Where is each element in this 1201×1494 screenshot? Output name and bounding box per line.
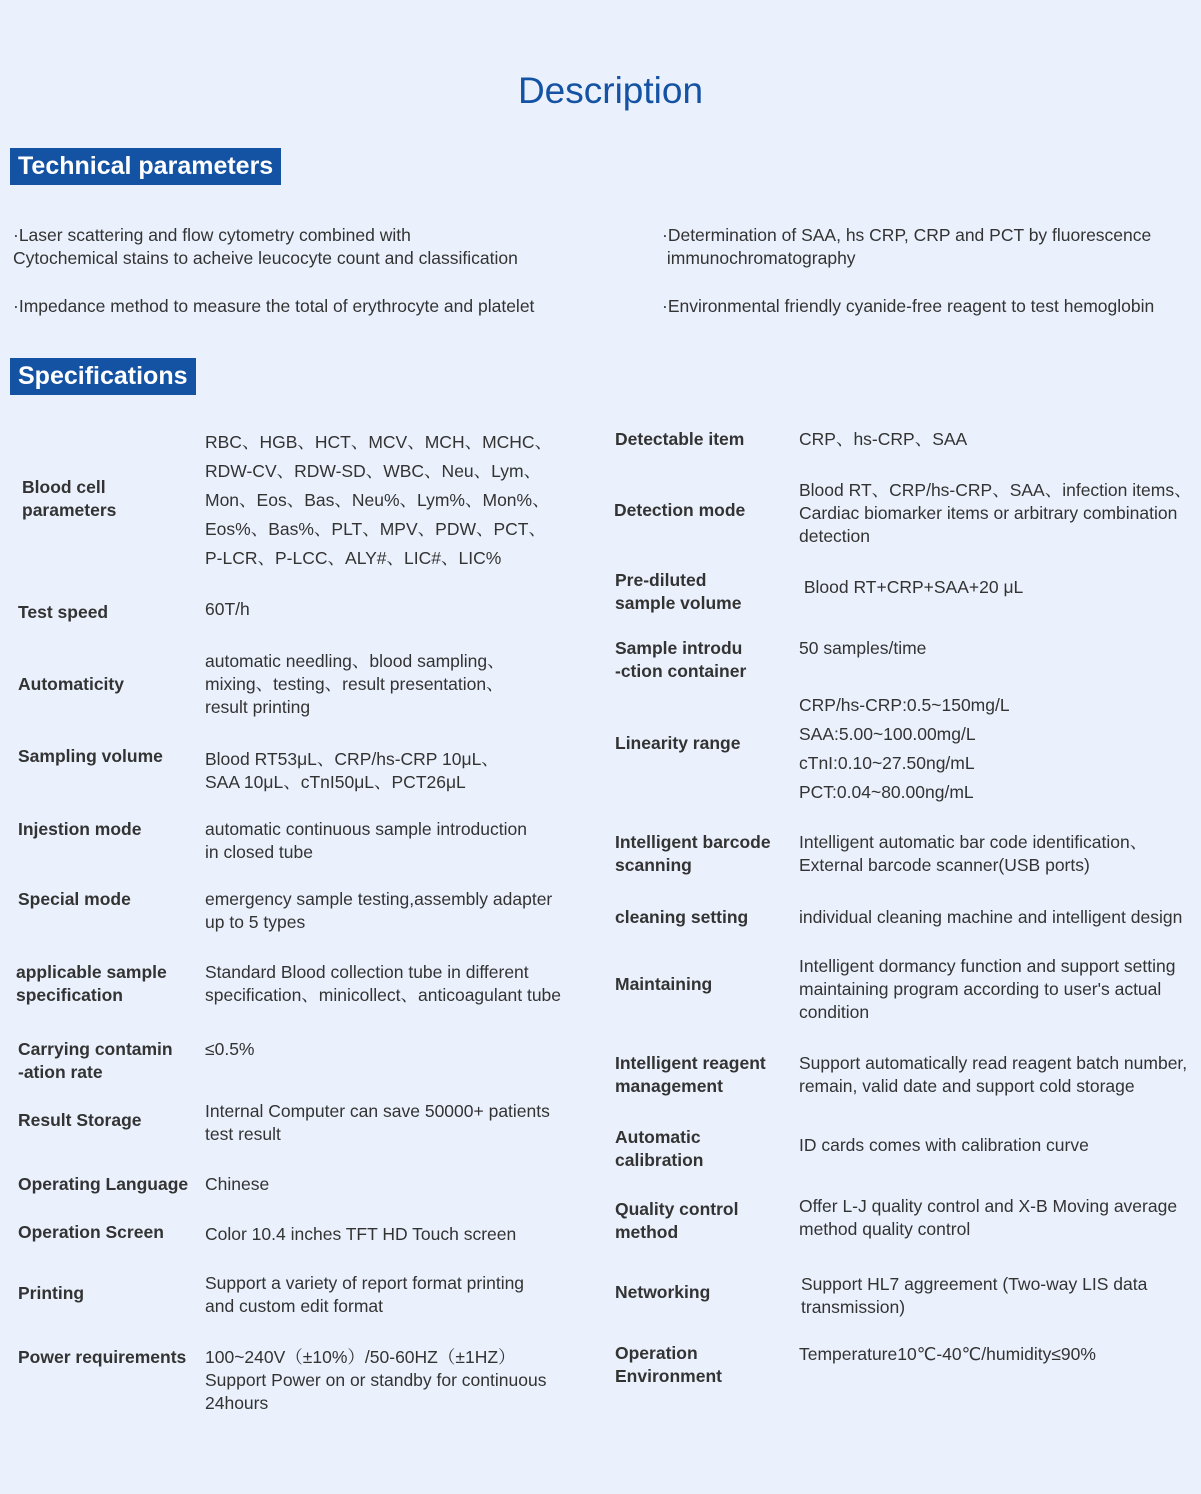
spec-value-line: Cardiac biomarker items or arbitrary combination bbox=[799, 503, 1178, 523]
spec-label bbox=[615, 1342, 722, 1388]
spec-label-line: Result Storage bbox=[18, 1110, 142, 1130]
spec-label-line: Maintaining bbox=[615, 974, 713, 994]
spec-label-line: Linearity range bbox=[615, 733, 741, 753]
spec-value bbox=[799, 831, 1147, 877]
spec-value bbox=[205, 961, 561, 1007]
spec-value-line: result printing bbox=[205, 697, 311, 717]
spec-value bbox=[799, 906, 1182, 929]
spec-label bbox=[614, 499, 745, 522]
spec-label-line: Operating Language bbox=[18, 1174, 189, 1194]
spec-value-line: ≤0.5% bbox=[205, 1039, 255, 1059]
spec-value bbox=[799, 576, 1023, 599]
spec-value-line: Chinese bbox=[205, 1174, 270, 1194]
spec-value-line: in closed tube bbox=[205, 842, 313, 862]
spec-label bbox=[18, 1173, 188, 1196]
spec-label bbox=[18, 745, 163, 768]
spec-value-line: 24hours bbox=[205, 1393, 269, 1413]
spec-value bbox=[205, 1223, 516, 1246]
spec-label-line: calibration bbox=[615, 1150, 704, 1170]
spec-value-line: test result bbox=[205, 1124, 281, 1144]
spec-label bbox=[18, 673, 124, 696]
spec-label-line: Carrying contamin bbox=[18, 1039, 173, 1059]
spec-label bbox=[18, 1346, 186, 1369]
page-title: Description bbox=[517, 70, 704, 111]
spec-value bbox=[205, 650, 505, 719]
spec-value-line: method quality control bbox=[799, 1219, 971, 1239]
spec-value-line: remain, valid date and support cold storage bbox=[799, 1076, 1135, 1096]
spec-value-line: 60T/h bbox=[205, 599, 250, 619]
spec-value-line: SAA 10μL、cTnI50μL、PCT26μL bbox=[205, 772, 466, 792]
spec-label-line: method bbox=[615, 1222, 679, 1242]
spec-label bbox=[615, 831, 771, 877]
spec-label bbox=[22, 476, 116, 522]
spec-label-line: Intelligent reagent bbox=[615, 1053, 766, 1073]
spec-label-line: parameters bbox=[22, 500, 117, 520]
spec-value-line: emergency sample testing,assembly adapter bbox=[205, 889, 553, 909]
spec-value-line: up to 5 types bbox=[205, 912, 306, 932]
spec-value-line: condition bbox=[799, 1002, 870, 1022]
spec-label bbox=[615, 569, 741, 615]
spec-label-line: Power requirements bbox=[18, 1347, 187, 1367]
spec-label-line: Sample introdu bbox=[615, 638, 743, 658]
spec-value-line: External barcode scanner(USB ports) bbox=[799, 855, 1090, 875]
spec-label-line: Printing bbox=[18, 1283, 85, 1303]
tech-bullet-1 bbox=[13, 224, 518, 270]
spec-label-line: Operation bbox=[615, 1343, 698, 1363]
spec-label-line: management bbox=[615, 1076, 723, 1096]
spec-value bbox=[205, 428, 552, 573]
spec-value-line: Mon、Eos、Bas、Neu%、Lym%、Mon%、 bbox=[205, 490, 550, 510]
spec-value-line: specification、minicollect、anticoagulant tube bbox=[205, 985, 562, 1005]
spec-value-line: Support Power on or standby for continuous bbox=[205, 1370, 547, 1390]
spec-value-line: Internal Computer can save 50000+ patients bbox=[205, 1101, 550, 1121]
spec-label-line: specification bbox=[16, 985, 123, 1005]
tech-bullet-3 bbox=[13, 295, 534, 318]
spec-label bbox=[615, 1052, 766, 1098]
specifications-heading: Specifications bbox=[10, 358, 196, 395]
spec-label bbox=[18, 1038, 173, 1084]
spec-value-line: automatic needling、blood sampling、 bbox=[205, 651, 505, 671]
spec-value-line: Standard Blood collection tube in different bbox=[205, 962, 529, 982]
spec-label-line: -ation rate bbox=[18, 1062, 103, 1082]
spec-value-line: RBC、HGB、HCT、MCV、MCH、MCHC、 bbox=[205, 432, 553, 452]
spec-label bbox=[18, 1221, 164, 1244]
spec-label-line: Networking bbox=[615, 1282, 711, 1302]
spec-value-line: transmission) bbox=[801, 1297, 906, 1317]
spec-value-line: automatic continuous sample introduction bbox=[205, 819, 527, 839]
spec-value-line: Blood RT53μL、CRP/hs-CRP 10μL、 bbox=[205, 749, 499, 769]
spec-label bbox=[18, 1109, 142, 1132]
spec-label-line: Special mode bbox=[18, 889, 131, 909]
spec-label bbox=[18, 818, 141, 841]
spec-value bbox=[205, 748, 499, 794]
spec-label-line: Pre-diluted bbox=[615, 570, 707, 590]
spec-label bbox=[615, 637, 746, 683]
spec-label-line: Quality control bbox=[615, 1199, 739, 1219]
spec-value-line: CRP/hs-CRP:0.5~150mg/L bbox=[799, 695, 1010, 715]
spec-label-line: Operation Screen bbox=[18, 1222, 164, 1242]
spec-value bbox=[205, 1272, 524, 1318]
spec-label bbox=[615, 1198, 738, 1244]
spec-label-line: scanning bbox=[615, 855, 692, 875]
spec-value-line: Intelligent dormancy function and support setting bbox=[799, 956, 1176, 976]
spec-label bbox=[18, 1282, 84, 1305]
spec-label-line: sample volume bbox=[615, 593, 742, 613]
spec-value-line: 100~240V（±10%）/50-60HZ（±1HZ） bbox=[205, 1347, 516, 1367]
spec-value-line: Offer L-J quality control and X-B Moving average bbox=[799, 1196, 1178, 1216]
tech-bullet-4 bbox=[662, 295, 1154, 318]
spec-value-line: Support HL7 aggreement (Two-way LIS data bbox=[801, 1274, 1148, 1294]
spec-value-line: RDW-CV、RDW-SD、WBC、Neu、Lym、 bbox=[205, 461, 542, 481]
spec-value-line: detection bbox=[799, 526, 871, 546]
spec-value bbox=[799, 955, 1175, 1024]
tech-bullet-2-line-2: immunochromatography bbox=[662, 248, 856, 268]
spec-value bbox=[799, 479, 1192, 548]
spec-label bbox=[16, 961, 167, 1007]
spec-value-line: Eos%、Bas%、PLT、MPV、PDW、PCT、 bbox=[205, 519, 546, 539]
spec-label-line: Sampling volume bbox=[18, 746, 163, 766]
spec-value-line: SAA:5.00~100.00mg/L bbox=[799, 724, 976, 744]
spec-value bbox=[799, 691, 1010, 807]
tech-bullet-1-line-1: ·Laser scattering and flow cytometry combined with bbox=[13, 225, 411, 245]
spec-label bbox=[18, 601, 108, 624]
spec-value-line: P-LCR、P-LCC、ALY#、LIC#、LIC% bbox=[205, 548, 502, 568]
spec-value-line: CRP、hs-CRP、SAA bbox=[799, 429, 968, 449]
spec-value-line: Blood RT、CRP/hs-CRP、SAA、infection items、 bbox=[799, 480, 1192, 500]
spec-value bbox=[799, 1134, 1089, 1157]
spec-value-line: and custom edit format bbox=[205, 1296, 383, 1316]
spec-value bbox=[799, 428, 967, 451]
tech-bullet-1-line-2: Cytochemical stains to acheive leucocyte count and classification bbox=[13, 248, 518, 268]
spec-label-line: Injestion mode bbox=[18, 819, 142, 839]
spec-value bbox=[205, 1173, 269, 1196]
spec-value-line: Temperature10℃-40℃/humidity≤90% bbox=[799, 1344, 1096, 1364]
tech-bullet-2 bbox=[662, 224, 1151, 270]
spec-value bbox=[205, 818, 527, 864]
spec-value bbox=[205, 1100, 550, 1146]
spec-label-line: Automaticity bbox=[18, 674, 124, 694]
spec-value-line: Support a variety of report format printing bbox=[205, 1273, 525, 1293]
spec-label-line: Detection mode bbox=[614, 500, 746, 520]
spec-value-line: Color 10.4 inches TFT HD Touch screen bbox=[205, 1224, 517, 1244]
spec-label bbox=[615, 732, 740, 755]
spec-label-line: Environment bbox=[615, 1366, 722, 1386]
spec-label bbox=[615, 973, 712, 996]
spec-label bbox=[615, 428, 744, 451]
spec-label-line: -ction container bbox=[615, 661, 747, 681]
spec-value bbox=[799, 1052, 1187, 1098]
tech-bullet-2-line-1: ·Determination of SAA, hs CRP, CRP and PCT by fluorescence bbox=[662, 225, 1152, 245]
spec-value-line: 50 samples/time bbox=[799, 638, 927, 658]
spec-value bbox=[801, 1273, 1147, 1319]
spec-label bbox=[615, 906, 748, 929]
spec-value-line: ID cards comes with calibration curve bbox=[799, 1135, 1089, 1155]
spec-label bbox=[615, 1281, 710, 1304]
spec-label-line: Blood cell bbox=[22, 477, 106, 497]
spec-label-line: Intelligent barcode bbox=[615, 832, 771, 852]
spec-value-line: maintaining program according to user's actual bbox=[799, 979, 1162, 999]
spec-label-line: Test speed bbox=[18, 602, 109, 622]
spec-value-line: PCT:0.04~80.00ng/mL bbox=[799, 782, 974, 802]
spec-label-line: cleaning setting bbox=[615, 907, 749, 927]
spec-value bbox=[205, 1346, 546, 1415]
spec-label bbox=[615, 1126, 704, 1172]
spec-label bbox=[18, 888, 131, 911]
spec-label-line: Automatic bbox=[615, 1127, 701, 1147]
technical-parameters-heading: Technical parameters bbox=[10, 148, 281, 185]
spec-value bbox=[799, 1343, 1096, 1366]
tech-bullet-3-line-1: ·Impedance method to measure the total of erythrocyte and platelet bbox=[13, 296, 535, 316]
spec-value-line: individual cleaning machine and intelligent design bbox=[799, 907, 1183, 927]
spec-value-line: Blood RT+CRP+SAA+20 μL bbox=[799, 577, 1024, 597]
spec-value bbox=[205, 888, 552, 934]
spec-value bbox=[799, 1195, 1177, 1241]
spec-value-line: Support automatically read reagent batch number, bbox=[799, 1053, 1188, 1073]
spec-value bbox=[205, 1038, 255, 1061]
spec-value-line: mixing、testing、result presentation、 bbox=[205, 674, 504, 694]
spec-value bbox=[205, 598, 250, 621]
spec-value bbox=[799, 637, 926, 660]
tech-bullet-4-line-1: ·Environmental friendly cyanide-free reagent to test hemoglobin bbox=[662, 296, 1155, 316]
spec-label-line: applicable sample bbox=[16, 962, 167, 982]
spec-value-line: cTnI:0.10~27.50ng/mL bbox=[799, 753, 975, 773]
spec-value-line: Intelligent automatic bar code identification、 bbox=[799, 832, 1148, 852]
spec-label-line: Detectable item bbox=[615, 429, 745, 449]
